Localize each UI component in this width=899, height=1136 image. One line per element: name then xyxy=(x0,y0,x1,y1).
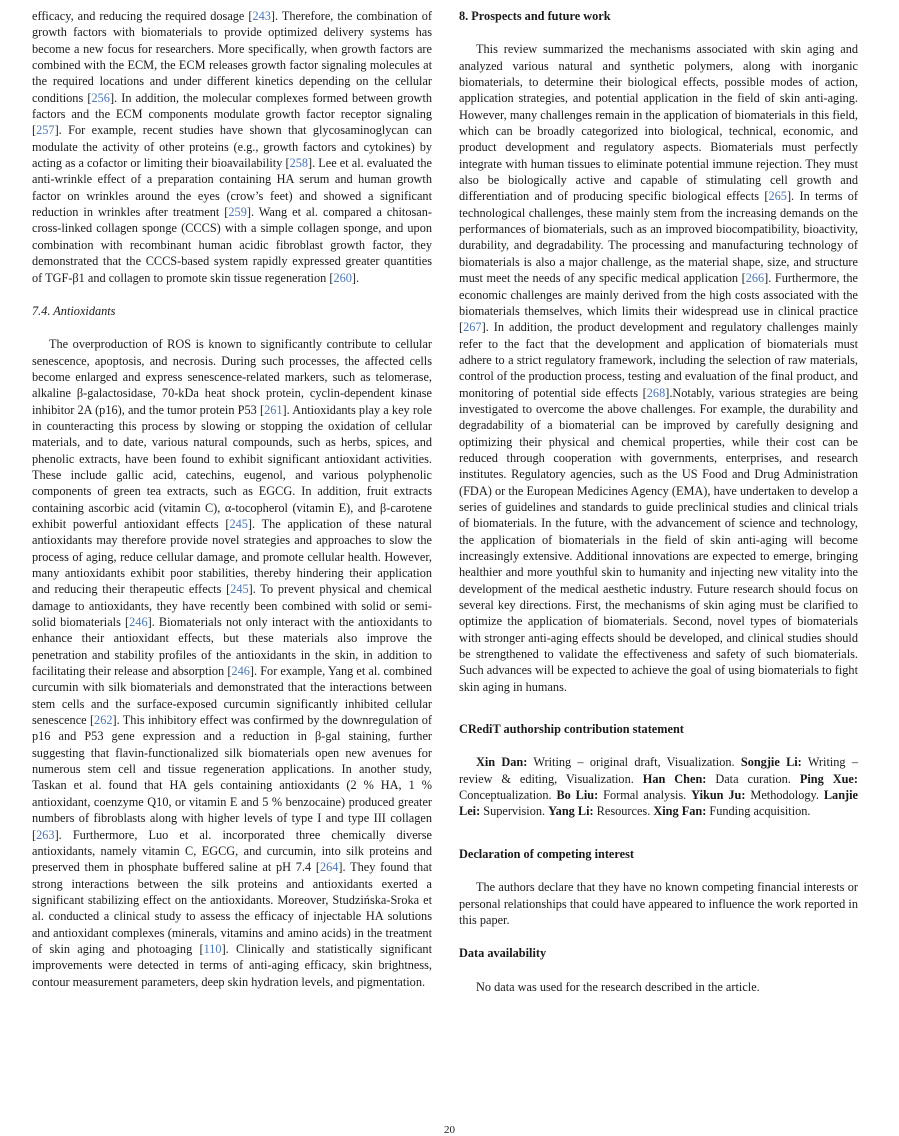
citation-link[interactable]: 246 xyxy=(231,664,250,679)
section-heading-credit: CRediT authorship contribution statement xyxy=(459,722,684,737)
paragraph-credit: Xin Dan: Writing – original draft, Visualization. Songjie Li: Writing – review & editing, Visualization. Han Chen: Data curation. Ping Xue: Conceptualization. Bo Liu: Formal analysis. Yikun Ju: Methodology. Lanjie Lei: Supervision. Yang Li: Resources. Xing Fan: Funding acquisition. xyxy=(459,755,859,819)
citation-link[interactable]: 267 xyxy=(463,320,482,335)
paragraph-data-availability: No data was used for the research described in the article. xyxy=(476,979,760,994)
citation-link[interactable]: 257 xyxy=(36,123,55,138)
citation-link[interactable]: 243 xyxy=(252,9,271,23)
citation-link[interactable]: 262 xyxy=(94,713,113,728)
citation-link[interactable]: 256 xyxy=(91,90,110,105)
section-heading-competing-interest: Declaration of competing interest xyxy=(459,846,634,861)
section-heading-antioxidants: 7.4. Antioxidants xyxy=(32,303,116,318)
citation-link[interactable]: 268 xyxy=(646,385,666,400)
citation-link[interactable]: 264 xyxy=(319,860,339,875)
citation-link[interactable]: 260 xyxy=(333,270,352,285)
citation-link[interactable]: 265 xyxy=(768,189,787,204)
citation-link[interactable]: 110 xyxy=(203,941,222,956)
paragraph-prospects: This review summarized the mechanisms associated with skin aging and analyzed various natural and synthetic polymers, along with inorganic biomaterials, to determine their biological effects, possible modes of action, application strategies, and potential application in the field of skin anti-aging. However, many challenges remain in the application of biomaterials in this field, which can be broadly categorized into biological, technical, economic, and product development and regulatory aspects. Biomaterials must perfectly integrate with human tissues to eliminate potential immune rejection. They must also be biologically active and capable of stimulating cell growth and differentiation and of producing specific biological effects [265]. In terms of technological challenges, these mainly stem from the increasing demands on the performances of biomaterials, such as an improved biocompatibility, bioactivity, durability, and degradability. The processing and manufacturing technology of biomaterials is also a major challenge, as the material shape, size, and structure must meet the needs of any specific medical application [266]. Furthermore, the economic challenges are mainly derived from the high costs associated with the biomaterials themselves, which limits their widespread use in clinical practice [267]. In addition, the product development and regulatory challenges mainly refer to the fact that the development and application of biomaterials must adhere to a strict regulatory framework, including the selection of raw materials, control of the production process, testing and evaluation of the final product, and monitoring of potential side effects [268].Notably, various strategies are being investigated to overcome the above challenges. For example, the durability and degradability of a biomaterial can be improved by carefully designing and optimizing their physical and chemical properties, while their cost can be reduced through cooperation with governments, enterprises, and research institutes. Regulatory agencies, such as the US Food and Drug Administration (FDA) or the European Medicines Agency (EMA), have undertaken to develop a series of guidelines and standards to guide preclinical studies and clinical trials of biomaterials. In the future, with the advancement of science and technology, the application of biomaterials in the field of skin anti-aging will become increasingly extensive. Additional innovations are expected to emerge, bringing healthier and more youthful skin to humanity and injecting new vitality into the development of the medical aesthetic industry. Future research should focus on several key directions. First, the mechanisms of skin aging must be clarified to optimize the application of biomaterials. Second, novel types of biomaterials with stronger anti-aging effects should be developed, and clinical studies should be strengthened to validate the effectiveness and safety of such biomaterials. Such advances will be expected to achieve the goal of using biomaterials to fight skin aging in humans. xyxy=(459,42,858,694)
page-number: 20 xyxy=(444,1124,455,1136)
paragraph-antioxidants: The overproduction of ROS is known to significantly contribute to cellular senescence, apoptosis, and necrosis. During such processes, the affected cells become enlarged and express senescence-related markers, such as telomerase, alkaline β-galactosidase, 70-kDa heat shock protein, cyclin-dependent kinase inhibitor 2A (p16), and the tumor protein P53 [261]. Antioxidants play a key role in counteracting this process by slowing or stopping the oxidation of cellular materials, and to date, various natural compounds, such as herbs, spices, and phenolic extracts, have been found to exhibit significant antioxidant activities. These include gallic acid, catechins, eugenol, and various polyphenolic components of green tea extracts, such as EGCG. In addition, fruit extracts containing ascorbic acid (vitamin C), α-tocopherol (vitamin E), and β-carotene exhibit powerful antioxidant effects [245]. The application of these natural antioxidants may therefore provide novel strategies and approaches to slow the process of aging, reduce cellular damage, and promote cellular health. However, many antioxidants exhibit poor stabilities, thereby hindering their application and reducing their therapeutic effects [245]. To prevent physical and chemical damage to antioxidants, they have recently been combined with solid or semi-solid biomaterials [246]. Biomaterials not only interact with the antioxidants to enhance their antioxidant effects, but these materials also improve the penetration and stability profiles of the antioxidants in the skin, in addition to facilitating their release and absorption [246]. For example, Yang et al. combined curcumin with silk biomaterials and demonstrated that the interactions between stem cells and the surface-exposed curcumin significantly inhibited cellular senescence [262]. This inhibitory effect was confirmed by the downregulation of p16 and P53 gene expression and a reduction in β-gal staining, further suggesting that flavin-functionalized silk biomaterials open new avenues for numerous stem cell and tissue regeneration applications. In another study, Taskan et al. found that HA gels containing antioxidants (2 % HA, 1 % antioxidant, coenzyme Q10, or vitamin E and 5 % benzocaine) produced greater numbers of fibroblasts along with higher levels of type I and type III collagen [263]. Furthermore, Luo et al. incorporated three chemically diverse antioxidants, namely vitamin C, EGCG, and curcumin, into silk proteins and preserved them in phosphate buffered saline at pH 7.4 [264]. They found that strong interactions between the silk proteins and antioxidants exerted a significant stabilizing effect on the antioxidants. Moreover, Studzińska-Sroka et al. conducted a clinical study to assess the efficacy of injectable HA solutions and antioxidant complexes (minerals, vitamins and amino acids) in the treatment of skin aging and photoaging [110]. Clinically and statistically significant improvements were detected in terms of anti-aging efficacy, skin brightness, contour measurement parameters, deep skin hydration levels, and pigmentation. xyxy=(32,337,433,989)
right-column xyxy=(459,8,858,995)
citation-link[interactable]: 258 xyxy=(289,156,309,171)
left-column xyxy=(32,8,432,990)
section-heading-prospects: 8. Prospects and future work xyxy=(459,9,611,23)
citation-link[interactable]: 259 xyxy=(228,205,247,220)
citation-link[interactable]: 245 xyxy=(230,582,249,597)
paragraph-competing-interest: The authors declare that they have no known competing financial interests or personal relationships that could have appeared to influence the work reported in this paper. xyxy=(459,880,858,927)
citation-link[interactable]: 245 xyxy=(229,516,248,531)
citation-link[interactable]: 246 xyxy=(129,615,148,630)
citation-link[interactable]: 266 xyxy=(745,271,765,286)
citation-link[interactable]: 261 xyxy=(264,402,283,417)
paragraph-growth-factors: efficacy, and reducing the required dosage [243]. Therefore, the combination of growth factors with biomaterials to provide optimized delivery systems has become a new focus for researchers. More specifically, when growth factors are combined with the ECM, the ECM releases growth factor signaling molecules at the required locations and under different kinetics depending on the cellular conditions [256]. In addition, the molecular complexes formed between growth factors and the ECM components modulate growth factor receptor signaling [257]. For example, recent studies have shown that glycosaminoglycan can modulate the activity of other proteins (e.g., growth factors and cytokines) by acting as a cofactor or limiting their bioavailability [258]. Lee et al. evaluated the anti-wrinkle effect of a preparation containing HA serum and human growth factor on wrinkles around the eyes (crow’s feet) and showed a significant reduction in wrinkles after treatment [259]. Wang et al. compared a chitosan-cross-linked collagen sponge (CCCS) with a simple collagen sponge, and upon combination with recombinant human acidic fibroblast growth factor, they demonstrated that the CCCS-based system rapidly expressed greater quantities of TGF-β1 and collagen to promote skin tissue regeneration [260]. xyxy=(32,9,433,285)
citation-link[interactable]: 263 xyxy=(36,827,55,842)
section-heading-data-availability: Data availability xyxy=(459,946,547,961)
